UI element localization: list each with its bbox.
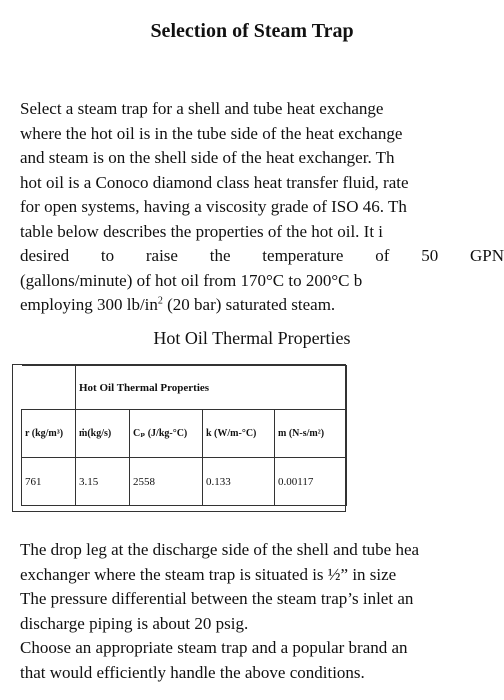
text-line: hot oil is a Conoco diamond class heat transfer fluid, rate (20, 172, 409, 192)
text-fragment: (20 bar) saturated steam. (162, 295, 336, 314)
table-row (22, 458, 347, 506)
text-line: that would efficiently handle the above conditions. (20, 662, 365, 682)
table-cell: 2558 (130, 458, 203, 506)
table-cell: 761 (22, 458, 76, 506)
text-line: exchanger where the steam trap is situated is ½” in size (20, 564, 397, 584)
task-statement (20, 538, 504, 685)
text-line: (gallons/minute) of hot oil from 170°C to 200°C b (20, 270, 363, 290)
text-line: Select a steam trap for a shell and tube heat exchange (20, 99, 384, 118)
text-fragment: employing 300 lb/in (20, 295, 158, 314)
table-corner-cell (22, 366, 76, 410)
text-line: table below describes the properties of the hot oil. It i (20, 221, 384, 241)
text-line: discharge piping is about 20 psig. (20, 613, 249, 633)
properties-table-frame (12, 364, 346, 512)
column-header: k (W/m-°C) (203, 410, 275, 458)
table-header: Hot Oil Thermal Properties (76, 366, 347, 410)
page-title: Selection of Steam Trap (150, 20, 354, 42)
table-caption: Hot Oil Thermal Properties (153, 328, 351, 348)
table-cell: 0.00117 (275, 458, 347, 506)
text-line: for open systems, having a viscosity grade of ISO 46. Th (20, 197, 407, 216)
properties-table (21, 365, 347, 506)
column-header: Cₚ (J/kg-°C) (130, 410, 203, 458)
column-header: r (kg/m³) (22, 410, 76, 458)
text-line-last (20, 293, 504, 318)
superscript: 2 (157, 295, 163, 307)
text-line: and steam is on the shell side of the heat exchanger. Th (20, 148, 395, 167)
column-header: ṁ(kg/s) (76, 410, 130, 458)
text-line: Choose an appropriate steam trap and a popular brand an (20, 638, 408, 657)
table-cell: 0.133 (203, 458, 275, 506)
text-line: The pressure differential between the steam trap’s inlet an (20, 589, 414, 608)
text-line: desired to raise the temperature of 50 GPN (20, 246, 504, 265)
column-header: m (N-s/m²) (275, 410, 347, 458)
table-cell: 3.15 (76, 458, 130, 506)
problem-statement (20, 97, 504, 318)
text-line: where the hot oil is in the tube side of the heat exchange (20, 123, 403, 143)
text-line: The drop leg at the discharge side of the shell and tube hea (20, 540, 420, 559)
